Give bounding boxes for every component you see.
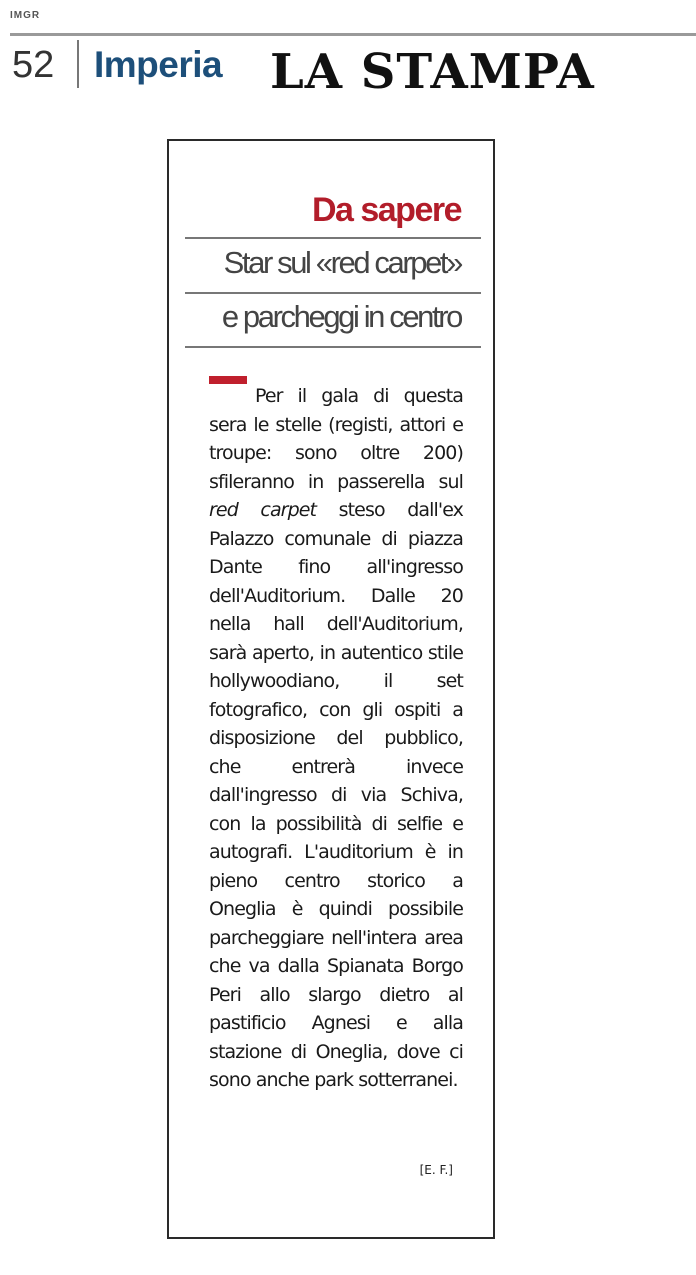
imgr-label: IMGR <box>10 10 41 21</box>
article-body <box>209 382 463 1095</box>
article-kicker: Da sapere <box>311 191 461 229</box>
article-box <box>167 139 495 1239</box>
headline-rule-middle <box>185 292 481 294</box>
headline-line-2: e parcheggi in centro <box>221 299 461 334</box>
article-body-part-2: steso dall'ex Palazzo comunale di piazza Dante fino all'ingresso dell'Auditorium. Dalle 20 nella hall dell'Auditorium, sarà aperto, in autentico stile hollywoodiano, il set fotografico, con gli ospiti a disposizione del pubblico, che entrerà invece dall'ingresso di via Schiva, con la possibilità di selfie e autografi. L'auditorium è in pieno centro storico a Oneglia è quindi possibile parcheggiare nell'intera area che va dalla Spianata Borgo Peri allo slargo dietro al pastificio Agnesi e alla stazione di Oneglia, dove ci sono anche park sotterranei. <box>209 499 463 1091</box>
author-signature: [E. F.] <box>419 1163 453 1177</box>
page-number: 52 <box>12 44 55 86</box>
section-name: Imperia <box>94 44 223 85</box>
header-divider <box>77 40 79 88</box>
article-body-part-1: Per il gala di questa sera le stelle (registi, attori e troupe: sono oltre 200) sfileranno in passerella sul <box>209 385 463 493</box>
header-rule <box>10 33 696 36</box>
headline-line-1: Star sul «red carpet» <box>223 245 461 280</box>
headline-rule-bottom <box>185 346 481 348</box>
article-body-italic: red carpet <box>209 499 317 521</box>
headline-rule-top <box>185 237 481 239</box>
newspaper-masthead: LA STAMPA <box>270 44 595 100</box>
